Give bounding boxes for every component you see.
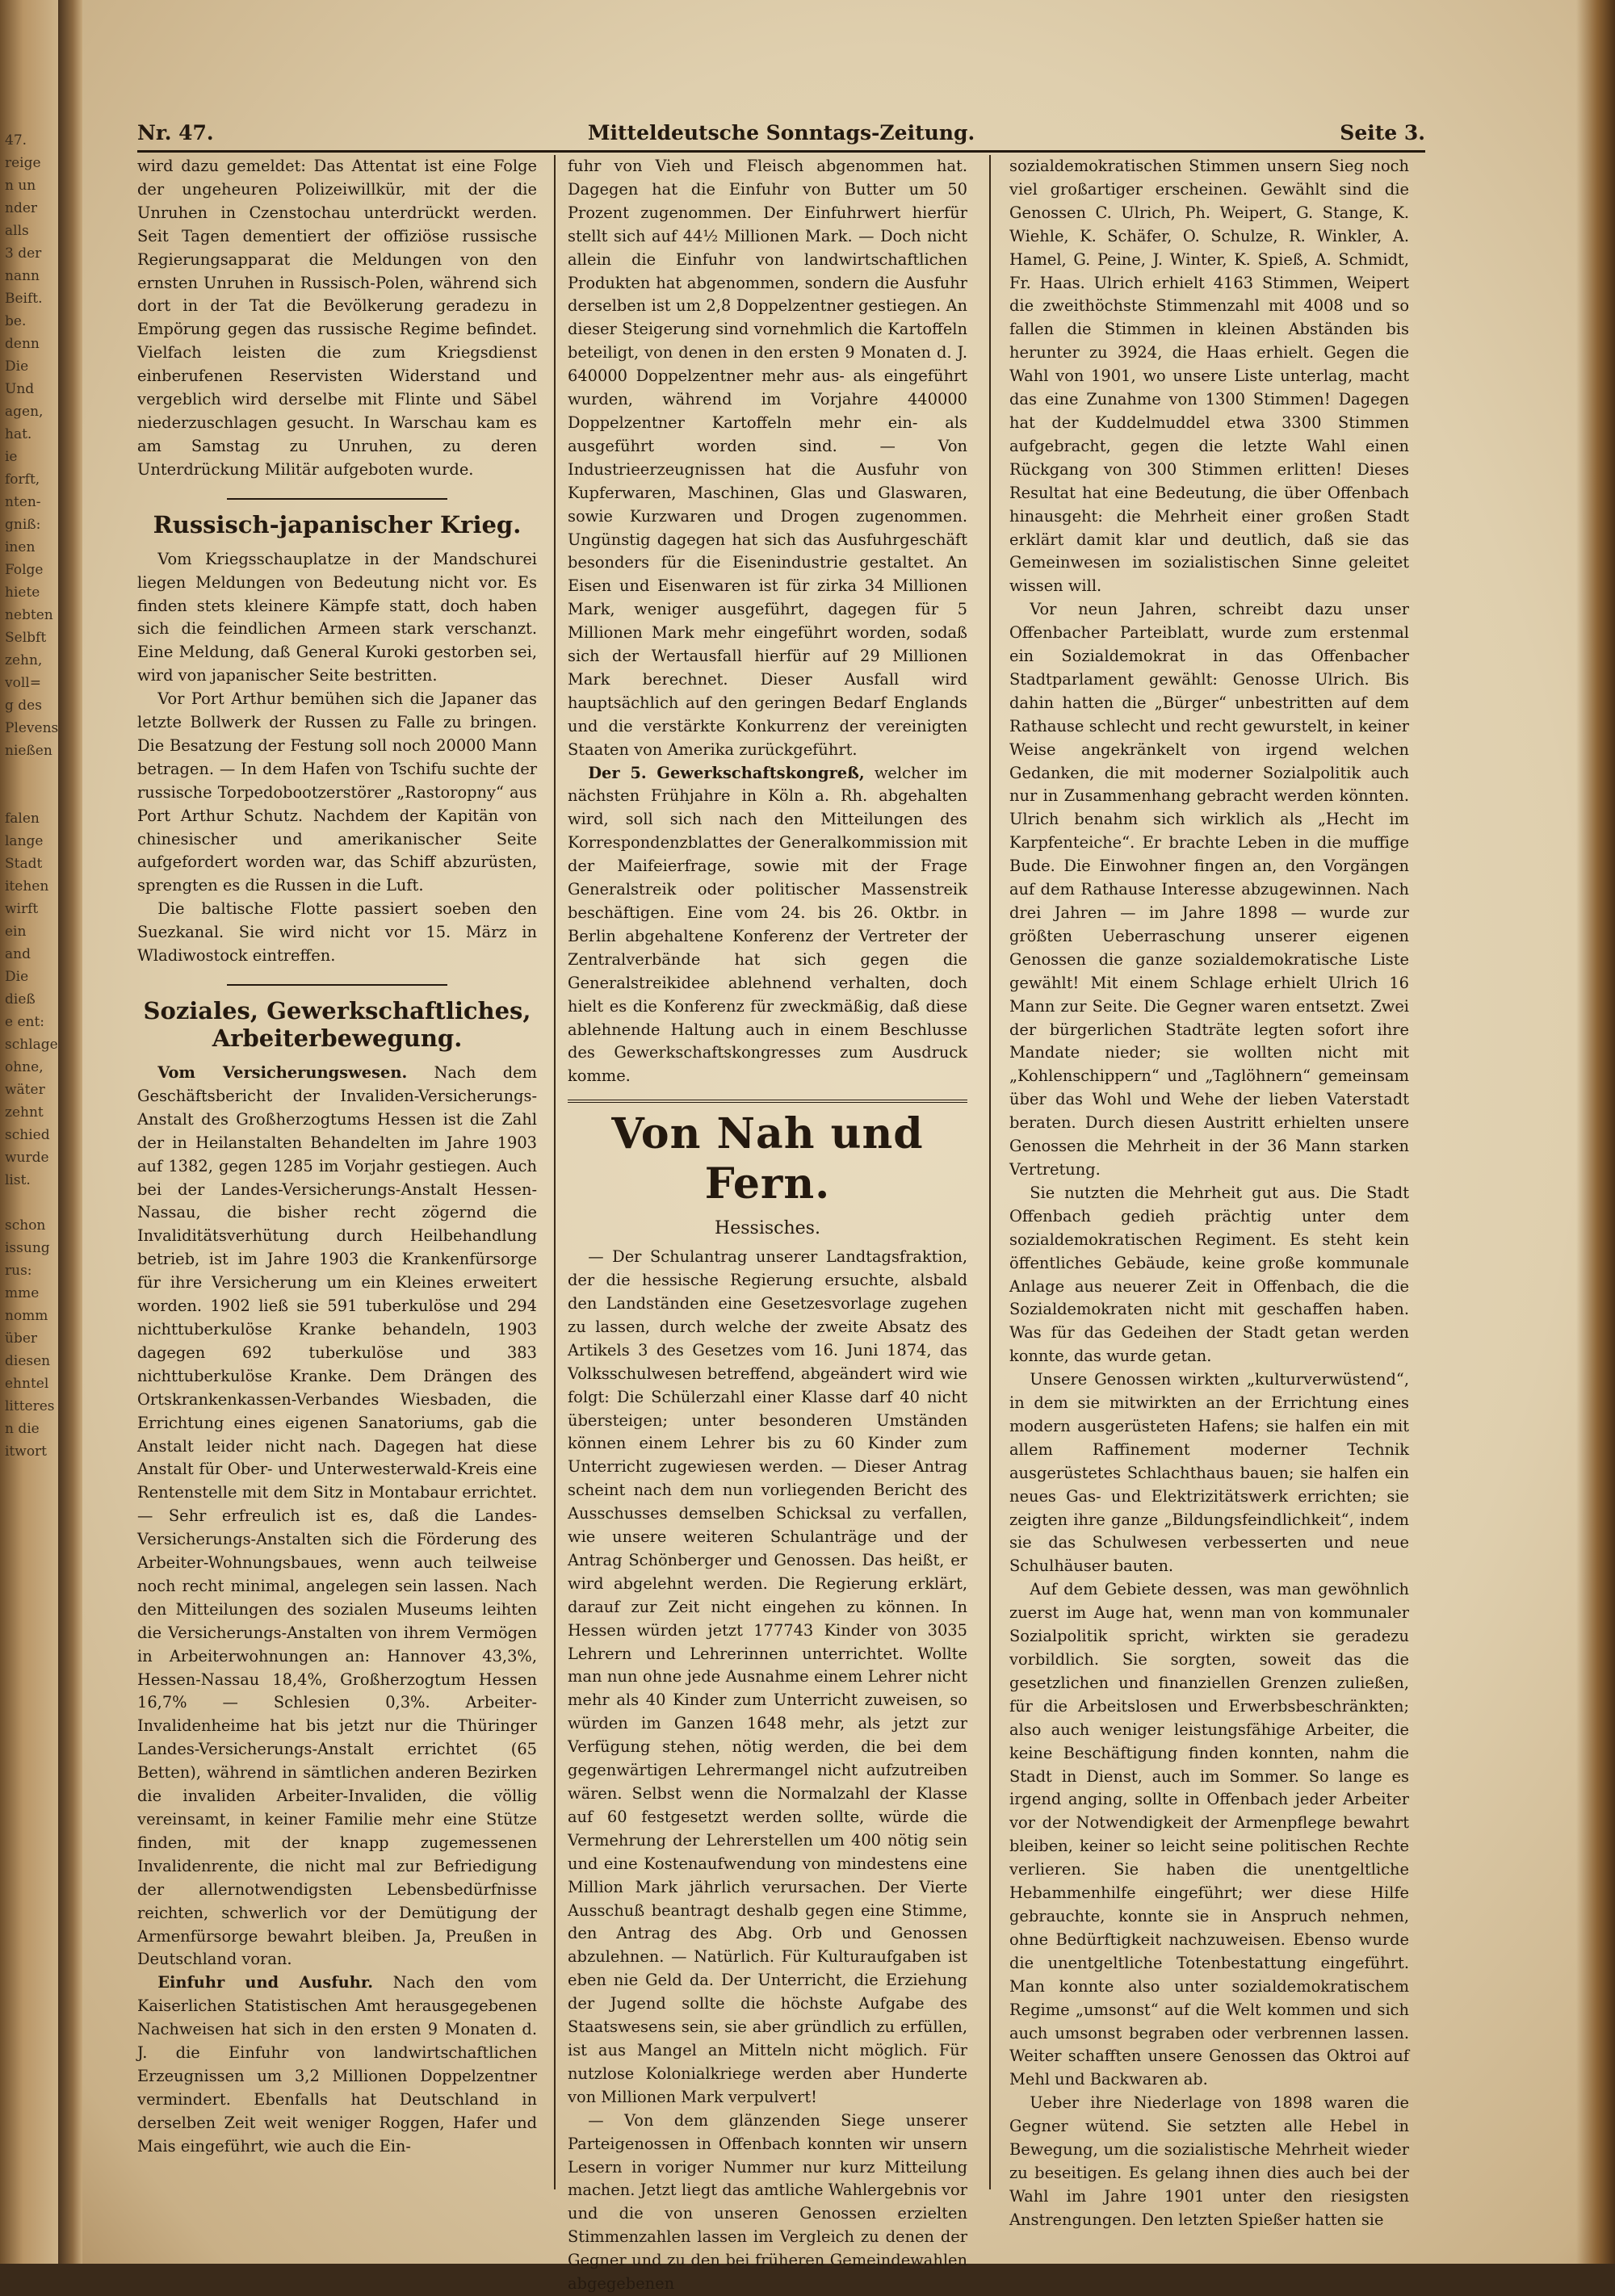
section-title-social: Soziales, Gewerkschaftliches, Arbeiterbewegung. bbox=[143, 997, 531, 1052]
subsection-title: Hessisches. bbox=[715, 1218, 820, 1239]
worn-page-edge bbox=[1576, 0, 1615, 2264]
article-text: Die baltische Flotte passiert soeben den Suezkanal. Sie wird nicht vor 15. März in Wladiwostock eintreffen. bbox=[137, 899, 537, 966]
column-divider bbox=[554, 155, 556, 2189]
section-title-war: Russisch-japanischer Krieg. bbox=[153, 510, 522, 538]
column-1 bbox=[137, 155, 537, 2189]
section-title-local: Von Nah und Fern. bbox=[611, 1109, 924, 1209]
adjacent-page-fragments: 47. reige n un nder alls 3 der nann Beift. be. denn Die Und agen, hat. ie forft, nten- gniß: inen Folge hiete nebten Selbft zehn, voll= g des Plevens nießen falen lange Stadt itehen wirft ein and Die dieß e ent: schlage ohne, wäter zehnt schied wurde list. schon issung rus: mme nomm über diesen ehntel litteres n die itwort bbox=[5, 132, 59, 1460]
article-text: Vom Kriegsschauplatze in der Mandschurei liegen Meldungen von Bedeutung nicht vor. Es finden stets kleinere Kämpfe statt, doch haben sich die feindlichen Armeen stark verschanzt. Eine Meldung, daß General Kuroki gestorben sei, wird von japanischer Seite bestritten. bbox=[137, 549, 537, 685]
article-text: fuhr von Vieh und Fleisch abgenommen hat. Dagegen hat die Einfuhr von Butter um 50 Prozent zugenommen. Der Einfuhrwert hierfür stellt sich auf 44½ Millionen Mark. — Doch nicht allein die Einfuhr von landwirtschaftlichen Produkten hat abgenommen, sondern die Ausfuhr derselben ist um 2,8 Doppelzentner gestiegen. An dieser Steigerung sind vornehmlich die Kartoffeln beteiligt, von denen in den ersten 9 Monaten d. J. 640000 Doppelzentner mehr aus- als eingeführt wurden, während im Vorjahre 440000 Doppelzentner Kartoffeln mehr ein- als ausgeführt worden sind. — Von Industrieerzeugnissen hat die Ausfuhr von Kupferwaren, Maschinen, Glas und Glaswaren, sowie Kurzwaren und Drogen zugenommen. Ungünstig dagegen hat sich das Ausfuhrgeschäft besonders für die Eisenindustrie gestaltet. An Eisen und Eisenwaren ist für zirka 34 Millionen Mark, weniger ausgeführt, dagegen für 5 Millionen Mark mehr eingeführt worden, sodaß sich der Wertausfall hierfür auf 29 Millionen Mark berechnet. Dieser Ausfall wird hauptsächlich auf den geringen Bedarf Englands und die verstärkte Konkurrenz der vereinigten Staaten von Amerika zurückgeführt. bbox=[568, 157, 967, 759]
article-paragraph bbox=[568, 762, 967, 1089]
article-text: — Der Schulantrag unserer Landtagsfraktion, der die hessische Regierung ersuchte, alsbald den Landständen eine Gesetzesvorlage zugehen zu lassen, durch welche der zweite Absatz des Artikels 3 des Gesetzes vom 16. Juni 1874, das Volksschulwesen betreffend, abgeändert wird wie folgt: Die Schülerzahl einer Klasse darf 40 nicht übersteigen; unter besonderen Umständen können einem Lehrer bis zu 60 Kinder zum Unterricht zugewiesen werden. — Dieser Antrag scheint nach dem nun vorliegenden Bericht des Ausschusses demselben Schicksal zu verfallen, wie unsere weiteren Schulanträge und der Antrag Schönberger und Genossen. Das heißt, er wird abgelehnt werden. Die Regierung erklärt, darauf zur Zeit nicht eingehen zu können. In Hessen würden jetzt 177743 Kinder von 3035 Lehrern und Lehrerinnen unterrichtet. Wollte man nun ohne jede Ausnahme einem Lehrer nicht mehr als 40 Kinder zum Unterricht zuweisen, so würden im Ganzen 1648 mehr, als jetzt zur Verfügung stehen, nötig werden, die bei dem gegenwärtigen Lehrermangel nicht aufzutreiben wären. Selbst wenn die Normalzahl der Klasse auf 60 festgesetzt werden sollte, würde die Vermehrung der Lehrerstellen um 400 nötig sein und eine Kostenaufwendung von mindestens eine Million Mark jährlich verursachen. Der Vierte Ausschuß beantragt deshalb gegen eine Stimme, den Antrag des Abg. Orb und Genossen abzulehnen. — Natürlich. Für Kulturaufgaben ist eben nie Geld da. Der Unterricht, die Erziehung der Jugend sollte die höchste Aufgabe des Staatswesens sein, sie aber gründlich zu erfüllen, ist aus Mangel an Mitteln nicht möglich. Für nutzlose Kolonialkriege werden aber Hunderte von Millionen Mark verpulvert! bbox=[568, 1247, 967, 2106]
article-lead: Einfuhr und Ausfuhr. bbox=[157, 1973, 374, 1992]
article-paragraph bbox=[137, 1062, 537, 1971]
article-paragraph bbox=[137, 1971, 537, 2158]
article-text: Ueber ihre Niederlage von 1898 waren die Gegner wütend. Sie setzten alle Hebel in Bewegung, um die sozialistische Mehrheit wieder zu beseitigen. Es gelang ihnen dies auch bei der Wahl im Jahre 1901 unter den riesigsten Anstrengungen. Den letzten Spießer hatten sie bbox=[1009, 2093, 1409, 2229]
column-2 bbox=[568, 155, 967, 2294]
newspaper-title: Mitteldeutsche Sonntags-Zeitung. bbox=[587, 121, 975, 145]
article-lead: Der 5. Gewerkschaftskongreß, bbox=[588, 763, 865, 782]
article-text: Nach den vom Kaiserlichen Statistischen Amt herausgegebenen Nachweisen hat sich in den ersten 9 Monaten d. J. die Einfuhr von landwirtschaftlichen Erzeugnissen um 3,2 Millionen Doppelzentner vermindert. Ebenfalls hat Deutschland in derselben Zeit weit weniger Roggen, Hafer und Mais eingeführt, wie auch die Ein- bbox=[137, 1973, 537, 2156]
article-lead: Vom Versicherungswesen. bbox=[157, 1063, 408, 1082]
article-text: wird dazu gemeldet: Das Attentat ist eine Folge der ungeheuren Polizeiwillkür, mit der die Unruhen in Czenstochau unterdrückt werden. Seit Tagen dementiert der offiziöse russische Regierungsapparat die Meldungen von den ernsten Unruhen in Russisch-Polen, während sich dort in der Tat die Bevölkerung geradezu in Empörung gegen das russische Regime befindet. Vielfach leisten die zum Kriegsdienst einberufenen Reservisten Widerstand und vergeblich wird derselbe mit Flinte und Säbel niederzuschlagen gesucht. In Warschau kam es am Samstag zu Unruhen, zu deren Unterdrückung Militär aufgeboten wurde. bbox=[137, 157, 537, 479]
article-text: welcher im nächsten Frühjahre in Köln a. Rh. abgehalten wird, soll sich nach den Mitteilungen des Korrespondenzblattes der Generalkommission mit der Maifeierfrage, sowie mit der Frage Generalstreik oder politischer Massenstreik beschäftigen. Eine vom 24. bis 26. Oktbr. in Berlin abgehaltene Konferenz der Vertreter der Zentralverbände hat sich gegen die Generalstreikidee ablehnend verhalten, doch hielt es die Konferenz für zweckmäßig, daß diese ablehnende Haltung auch in einem Beschlusse des Gewerkschaftskongresses zum Ausdruck komme. bbox=[568, 763, 967, 1086]
adjacent-page-edge bbox=[0, 0, 58, 2264]
article-text: Unsere Genossen wirkten „kulturverwüstend“, in dem sie mitwirkten an der Errichtung eines modern ausgerüsteten Hafens; sie halfen ein mit allem Raffinement moderner Technik ausgerüstetes Schlachthaus bauen; sie halfen ein neues Gas- und Elektrizitätswerk errichten; sie zeigten ihre ganze „Bildungsfeindlichkeit“, indem sie das Schulwesen verbesserten und neue Schulhäuser bauten. bbox=[1009, 1370, 1409, 1576]
article-text: Nach dem Geschäftsbericht der Invaliden-Versicherungs-Anstalt des Großherzogtums Hessen ist die Zahl der in Heilanstalten Behandelten im Jahre 1903 auf 1382, gegen 1285 im Vorjahr gestiegen. Auch bei der Landes-Versicherungs-Anstalt Hessen-Nassau, die bisher recht zögernd die Invaliditätsverhütung durch Heilbehandlung betrieb, ist im Jahre 1903 die Krankenfürsorge für ihre Versicherung um ein Kleines erweitert worden. 1902 ließ sie 591 tuberkulöse und 294 nichttuberkulöse Kranke behandeln, 1903 dagegen 692 tuberkulöse und 383 nichttuberkulöse Kranke. Dem Drängen des Ortskrankenkassen-Verbandes Wiesbaden, die Errichtung eines eigenen Sanatoriums, gab die Anstalt leider nicht nach. Dagegen hat diese Anstalt für Ober- und Unterwesterwald-Kreis eine Rentenstelle mit dem Sitz in Montabaur errichtet. — Sehr erfreulich ist es, daß die Landes-Versicherungs-Anstalten sich die Förderung des Arbeiter-Wohnungsbaues, wenn auch teilweise noch recht minimal, angelegen sein lassen. Nach den Mitteilungen des sozialen Museums leihten die Versicherungs-Anstalten von ihrem Vermögen in Arbeiterwohnungen an: Hannover 43,3%, Hessen-Nassau 18,4%, Großherzogtum Hessen 16,7% — Schlesien 0,3%. Arbeiter-Invalidenheime hat bis jetzt nur die Thüringer Landes-Versicherungs-Anstalt errichtet (65 Betten), während in sämtlichen anderen Bezirken die invaliden Arbeiter-Invaliden, die völlig vereinsamt, in keiner Familie mehr eine Stütze finden, mit der knapp zugemessenen Invalidenrente, die nicht mal zur Befriedigung der allernotwendigsten Lebensbedürfnisse reichten, schwerlich vor der Demütigung der Armenfürsorge bewahrt bleiben. Ja, Preußen in Deutschland voran. bbox=[137, 1063, 537, 1969]
article-text: Sie nutzten die Mehrheit gut aus. Die Stadt Offenbach gedieh prächtig unter dem sozialdemokratischen Regiment. Es steht kein öffentliches Gebäude, keine große kommunale Anlage aus neuerer Zeit in Offenbach, die die Sozialdemokraten nicht mit geschaffen haben. Was für das Gedeihen der Stadt getan werden konnte, das wurde getan. bbox=[1009, 1183, 1409, 1366]
article-text: Auf dem Gebiete dessen, was man gewöhnlich zuerst im Auge hat, wenn man von kommunaler Sozialpolitik spricht, wirkten sie geradezu vorbildlich. Sie sorgten, soweit das die gesetzlichen und finanziellen Grenzen zuließen, für die Arbeitslosen und Erwerbsbeschränkten; also auch weniger leistungsfähige Arbeiter, die keine Beschäftigung finden konnten, nahm die Stadt in Dienst, auch im Sommer. So lange es irgend anging, sollte in Offenbach jeder Arbeiter vor der Notwendigkeit der Armenpflege bewahrt bleiben, keiner so leicht seine politischen Rechte verlieren. Sie haben die unentgeltliche Hebammenhilfe eingeführt; wer diese Hilfe gebrauchte, konnte sie in Anspruch nehmen, ohne Bedürftigkeit nachzuweisen. Ebenso wurde die unentgeltliche Totenbestattung eingeführt. Man konnte also unter sozialdemokratischem Regime „umsonst“ auf die Welt kommen und sich auch umsonst begraben oder verbrennen lassen. Weiter schafften unsere Genossen das Oktroi auf Mehl und Backwaren ab. bbox=[1009, 1580, 1409, 2089]
binding-gutter bbox=[58, 0, 82, 2264]
header-rule bbox=[137, 150, 1425, 153]
page-header bbox=[137, 121, 1425, 153]
column-divider bbox=[989, 155, 991, 2189]
article-text: Vor Port Arthur bemühen sich die Japaner das letzte Bollwerk der Russen zu Falle zu bringen. Die Besatzung der Festung soll noch 20000 Mann betragen. — In dem Hafen von Tschifu suchte der russische Torpedobootzerstörer „Rastoropny“ aus Port Arthur Schutz. Nachdem der Kapitän von chinesischer und amerikanischer Seite aufgefordert worden war, das Schiff abzurüsten, sprengten es die Russen in die Luft. bbox=[137, 689, 537, 895]
page-number: Seite 3. bbox=[1340, 121, 1425, 145]
article-text: Vor neun Jahren, schreibt dazu unser Offenbacher Parteiblatt, wurde zum erstenmal ein Sozialdemokrat in das Offenbacher Stadtparlament gewählt: Genosse Ulrich. Bis dahin hatten die „Bürger“ unbestritten auf dem Rathause schlecht und recht gewurstelt, in keiner Weise angekränkelt von irgend welchen Gedanken, die mit moderner Sozialpolitik auch nur in Zusammenhang gebracht werden könnten. Ulrich benahm sich wirklich als „Hecht im Karpfenteiche“. Er brachte Leben in die muffige Bude. Die Einwohner fingen an, den Vorgängen auf dem Rathause Interesse abzugewinnen. Nach drei Jahren — im Jahre 1898 — wurde zur größten Ueberraschung unserer eigenen Genossen die ganze sozialdemokratische Liste gewählt! Mit einem Schlage erhielt Ulrich 16 Mann zur Seite. Die Gegner waren entsetzt. Zwei der bürgerlichen Stadträte legten sofort ihre Mandate nieder; sie wollten nicht mit „Kohlenschippern“ und „Taglöhnern“ gemeinsam über das Wohl und Wehe der lieben Vaterstadt beraten. Durch diesen Austritt erhielten unsere Genossen die Mehrheit in der 36 Mann starken Vertretung. bbox=[1009, 600, 1409, 1179]
section-rule bbox=[568, 1100, 967, 1103]
article-text: — Von dem glänzenden Siege unserer Parteigenossen in Offenbach konnten wir unsern Lesern in voriger Nummer nur kurz Mitteilung machen. Jetzt liegt das amtliche Wahlergebnis vor und die von unseren Genossen erzielten Stimmenzahlen lassen im Vergleich zu denen der Gegner und zu den bei früheren Gemeindewahlen abgegebenen bbox=[568, 2110, 967, 2294]
column-3 bbox=[1009, 155, 1409, 2229]
article-text: sozialdemokratischen Stimmen unsern Sieg noch viel großartiger erscheinen. Gewählt sind die Genossen C. Ulrich, Ph. Weipert, G. Stange, K. Wiehle, K. Schäfer, O. Schulze, R. Winkler, A. Hamel, G. Peine, J. Winter, K. Spieß, A. Schmidt, Fr. Haas. Ulrich erhielt 4163 Stimmen, Weipert die zweithöchste Stimmenzahl mit 4008 und so fallen die Stimmen in kleinen Abständen bis herunter zu 3924, die Haas erhielt. Gegen die Wahl von 1901, wo unsere Liste unterlag, macht das eine Zunahme von 1300 Stimmen! Dagegen hat der Kuddelmuddel etwa 3300 Stimmen aufgebracht, gegen die letzte Wahl einen Rückgang von 300 Stimmen erlitten! Dieses Resultat hat eine Bedeutung, die über Offenbach hinausgeht: die Mehrheit einer großen Stadt erklärt damit klar und deutlich, daß sie das Gemeinwesen im sozialistischen Sinne geleitet wissen will. bbox=[1009, 157, 1409, 596]
section-rule bbox=[227, 498, 447, 500]
section-rule bbox=[227, 984, 447, 986]
issue-number: Nr. 47. bbox=[137, 121, 214, 145]
